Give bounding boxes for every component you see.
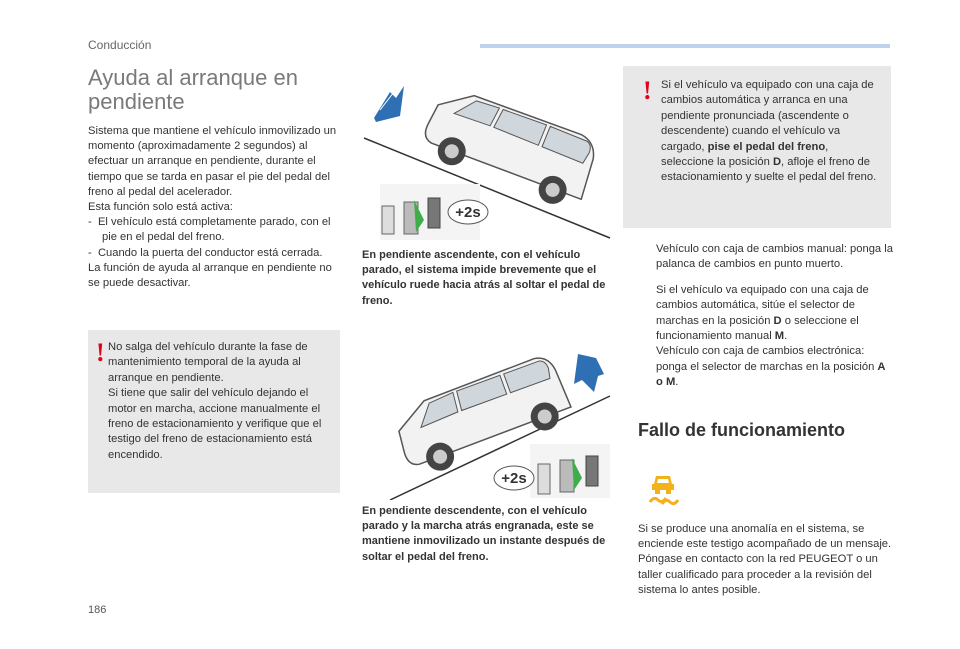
page-title: Ayuda al arranque en pendiente xyxy=(88,65,298,114)
warning-2-part-e: , afloje el freno de estacionamiento y suelte el pedal del freno. xyxy=(661,156,877,184)
bullet-auto-text-a: Si el vehículo va equipado con una caja de cambios automática, sitúe el selector de marchas en la posición xyxy=(656,283,869,327)
uphill-illustration xyxy=(360,80,620,240)
section-label: Conducción xyxy=(88,38,152,52)
warning-1-line-1: No salga del vehículo durante la fase de mantenimiento temporal de la ayuda al arranque en pendiente. xyxy=(108,341,308,384)
bullet-item-manual xyxy=(638,242,894,273)
uphill-arrow-icon xyxy=(374,86,404,122)
bullet-manual-text: Vehículo con caja de cambios manual: ponga la palanca de cambios en punto muerto. xyxy=(656,243,893,271)
warning-exclamation-icon: ! xyxy=(643,76,652,105)
intro-paragraph-3: La función de ayuda al arranque en pendiente no se puede desactivar. xyxy=(88,261,332,290)
downhill-arrow-icon xyxy=(574,354,604,392)
intro-text xyxy=(88,124,344,291)
warning-2-part-a: Si el vehículo va equipado con una caja de cambios automática y arranca en una pendiente pronunciada (ascendente o descendente) cuando el vehículo va cargado, xyxy=(661,79,874,153)
page-number: 186 xyxy=(88,604,107,616)
caption-uphill: En pendiente ascendente, con el vehículo parado, el sistema impide brevemente que el vehículo ruede hacia atrás al soltar el pedal de freno. xyxy=(362,249,606,307)
condition-item-1: - El vehículo está completamente parado, con el pie en el pedal del freno. xyxy=(88,216,331,244)
hill-start-fault-warning-icon xyxy=(646,472,680,506)
failure-text: Si se produce una anomalía en el sistema, se enciende este testigo acompañado de un mensaje. Póngase en contacto con la red PEUGEOT o un taller cualificado para proceder a la revisión del sistema lo antes posible. xyxy=(638,523,892,596)
warning-2-part-d: D xyxy=(772,156,782,169)
warning-1-text xyxy=(108,340,336,463)
timer-badge-1 xyxy=(448,200,488,224)
intro-paragraph-1: Sistema que mantiene el vehículo inmovilizado un momento (aproximadamente 2 segundos) al efectuar un arranque en pendiente, durante el tiempo que se tarda en pasar el pie del pedal del freno al pedal del acelerador. xyxy=(88,125,337,198)
warning-1-line-2: Si tiene que salir del vehículo dejando el motor en marcha, accione manualmente el freno de estacionamiento y verifique que el testigo del freno de estacionamiento está encendido. xyxy=(108,387,322,461)
timer-badge-2 xyxy=(494,466,534,490)
warning-2-part-c: , seleccione la posición xyxy=(661,140,829,169)
bullet-electronic-text-b: A o M xyxy=(656,360,886,389)
header-rule xyxy=(480,44,890,48)
timer-badge-1-label: +2s xyxy=(455,204,481,221)
bullet-auto-text-c: o seleccione el funcionamiento manual xyxy=(656,314,859,343)
warning-box-2 xyxy=(623,66,891,228)
timer-badge-2-label: +2s xyxy=(501,470,527,487)
pedal-inset-2 xyxy=(530,444,610,498)
bullet-list xyxy=(638,242,894,391)
warning-exclamation-icon: ! xyxy=(96,338,105,367)
bullet-electronic-text-c: . xyxy=(675,376,679,389)
bullet-auto-text-d: M xyxy=(774,330,785,343)
warning-2-part-b: pise el pedal del freno xyxy=(707,140,826,153)
bullet-auto-text-b: D xyxy=(773,314,782,327)
downhill-illustration xyxy=(360,340,620,500)
bullet-item-automatic xyxy=(638,283,894,345)
warning-2-text xyxy=(661,78,883,186)
failure-heading: Fallo de funcionamiento xyxy=(638,420,846,440)
caption-downhill: En pendiente descendente, con el vehículo parado y la marcha atrás engranada, este se mantiene inmovilizado un instante después de soltar el pedal del freno. xyxy=(362,505,606,563)
condition-item-2: - Cuando la puerta del conductor está cerrada. xyxy=(88,246,323,259)
bullet-electronic-text-a: Vehículo con caja de cambios electrónica: ponga el selector de marchas en la posición xyxy=(656,345,878,373)
bullet-auto-text-e: . xyxy=(784,330,788,343)
bullet-item-electronic xyxy=(638,344,894,390)
intro-paragraph-2: Esta función solo está activa: xyxy=(88,201,233,214)
warning-box-1 xyxy=(88,330,340,493)
